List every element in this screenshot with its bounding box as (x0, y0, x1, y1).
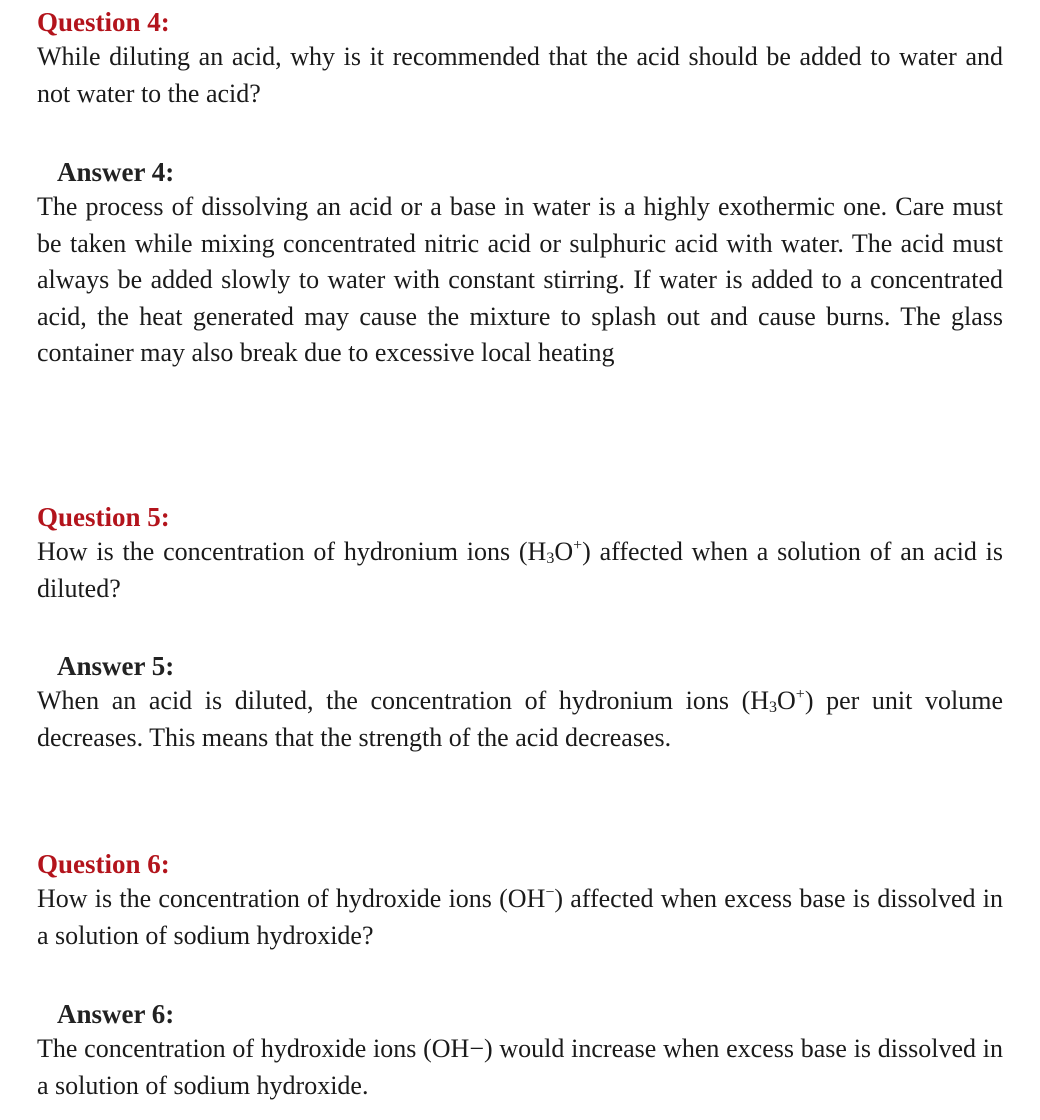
question-6-text: How is the concentration of hydroxide ions (OH−) affected when excess base is dissolved in a solution of sodium hydroxide? (37, 884, 1003, 950)
answer-6-heading: Answer 6: (57, 999, 175, 1029)
answer-4-block (37, 155, 1003, 372)
answer-4-text: The process of dissolving an acid or a base in water is a highly exothermic one. Care must be taken while mixing concentrated nitric acid or sulphuric acid with water. The acid must always be added slowly to water with constant stirring. If water is added to a concentrated acid, the heat generated may cause the mixture to splash out and cause burns. The glass container may also break due to excessive local heating (37, 192, 1003, 367)
answer-6-text: The concentration of hydroxide ions (OH−) would increase when excess base is dissolved in a solution of sodium hydroxide. (37, 1034, 1003, 1100)
question-5-text: How is the concentration of hydronium ions (H3O+) affected when a solution of an acid is diluted? (37, 537, 1003, 603)
question-6-block (37, 847, 1003, 954)
answer-4-heading: Answer 4: (57, 157, 175, 187)
answer-5-block (37, 649, 1003, 756)
answer-5-heading: Answer 5: (57, 651, 175, 681)
question-6-heading: Question 6: (37, 849, 170, 879)
question-4-text: While diluting an acid, why is it recommended that the acid should be added to water and not water to the acid? (37, 42, 1003, 108)
question-5-heading: Question 5: (37, 502, 170, 532)
answer-6-block (37, 997, 1003, 1104)
question-4-heading: Question 4: (37, 7, 170, 37)
answer-5-text: When an acid is diluted, the concentration of hydronium ions (H3O+) per unit volume decreases. This means that the strength of the acid decreases. (37, 686, 1003, 752)
question-4-block (37, 5, 1003, 112)
question-5-block (37, 500, 1003, 607)
